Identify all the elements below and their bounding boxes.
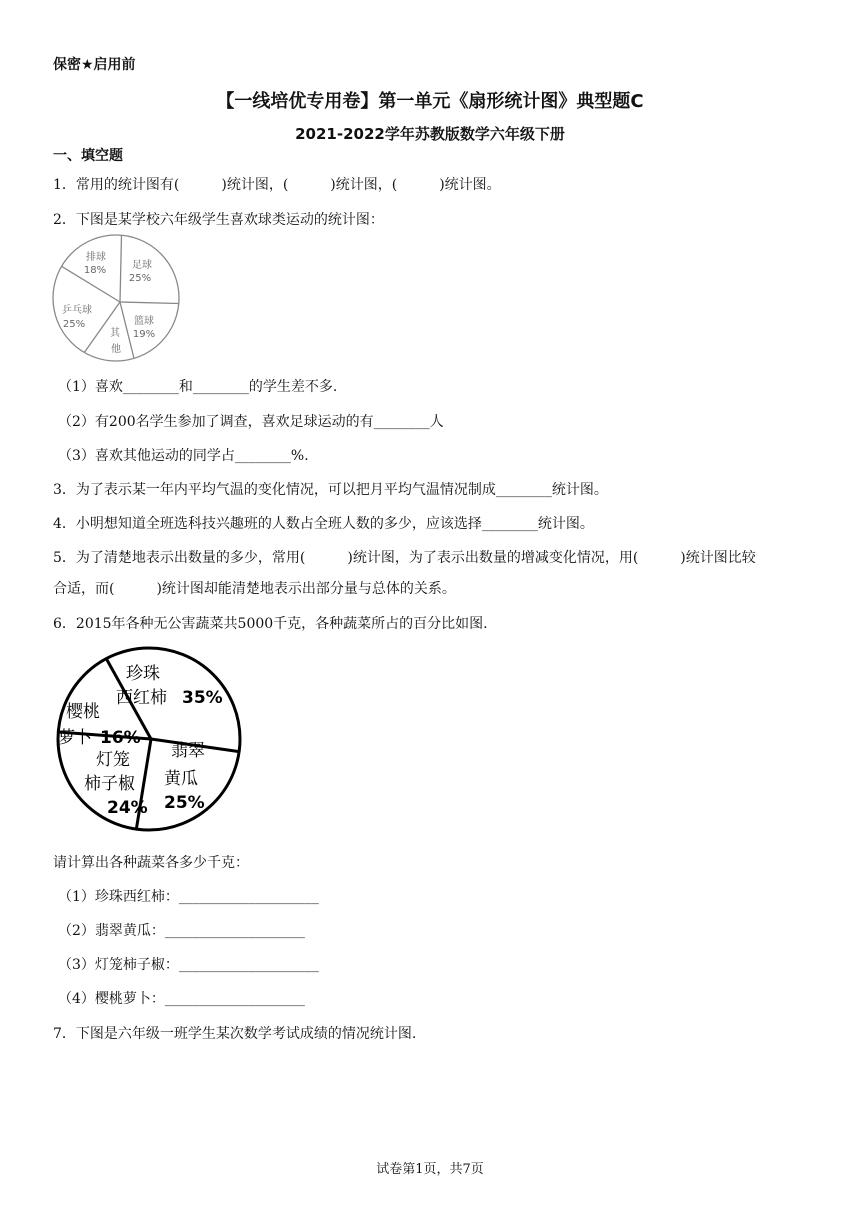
pie2-label-yingtao: 樱桃 bbox=[66, 702, 100, 722]
sports-pie-chart bbox=[50, 232, 185, 367]
vegetable-pie-chart bbox=[54, 645, 244, 835]
pie2-pct-denglong: 24% bbox=[107, 798, 148, 818]
page-title: 【一线培优专用卷】第一单元《扇形统计图》典型题C bbox=[216, 91, 644, 112]
question-6-4: （4）樱桃萝卜：____________________ bbox=[58, 991, 305, 1007]
page-footer: 试卷第1页，共7页 bbox=[376, 1162, 484, 1177]
pie1-label-pingpang: 乒乓球 bbox=[62, 305, 92, 316]
pie2-label-luobo: 萝卜 bbox=[58, 728, 92, 748]
pie1-pct-pingpang: 25% bbox=[62, 319, 86, 330]
pie1-pct-paiqiu: 18% bbox=[83, 265, 107, 276]
page-subtitle: 2021-2022学年苏教版数学六年级下册 bbox=[295, 125, 565, 143]
pie1-label-lanqiu: 篮球 bbox=[134, 316, 154, 327]
question-4: 4．小明想知道全班选科技兴趣班的人数占全班人数的多少，应该选择________统计图。 bbox=[53, 516, 594, 532]
pie1-pct-zuqiu: 25% bbox=[128, 273, 152, 284]
confidential-label: 保密★启用前 bbox=[53, 57, 136, 73]
pie2-label-zhenzhu: 珍珠 bbox=[126, 664, 160, 684]
pie2-label-denglong: 灯笼 bbox=[96, 750, 130, 770]
question-6-1: （1）珍珠西红柿：____________________ bbox=[58, 889, 319, 905]
pie2-label-feicui: 翡翠 bbox=[171, 741, 205, 761]
question-5-line-1: 5．为了清楚地表示出数量的多少，常用( )统计图，为了表示出数量的增减变化情况，用( )统计图比较 bbox=[53, 550, 756, 566]
pie1-label-qita-2: 他 bbox=[111, 344, 121, 355]
pie2-pct-yingtao: 16% bbox=[100, 728, 141, 748]
pie1-label-paiqiu: 排球 bbox=[86, 252, 106, 263]
question-6: 6．2015年各种无公害蔬菜共5000千克，各种蔬菜所占的百分比如图. bbox=[53, 616, 488, 632]
section-heading: 一、填空题 bbox=[53, 148, 123, 164]
question-6-prompt: 请计算出各种蔬菜各多少千克： bbox=[53, 855, 249, 871]
question-2: 2．下图是某学校六年级学生喜欢球类运动的统计图： bbox=[53, 212, 384, 228]
pie2-label-shizijiao: 柿子椒 bbox=[84, 774, 135, 794]
pie2-label-xihongshi: 西红柿 bbox=[116, 688, 167, 708]
pie2-label-huanggua: 黄瓜 bbox=[164, 769, 198, 789]
pie1-slice-boundary bbox=[120, 235, 121, 302]
question-6-3: （3）灯笼柿子椒：____________________ bbox=[58, 957, 319, 973]
pie1-pct-lanqiu: 19% bbox=[132, 329, 156, 340]
pie1-slice-boundary bbox=[120, 302, 179, 303]
question-1: 1．常用的统计图有( )统计图，( )统计图，( )统计图。 bbox=[53, 177, 501, 193]
pie2-pct-zhenzhu: 35% bbox=[182, 688, 223, 708]
pie1-label-zuqiu: 足球 bbox=[132, 260, 152, 271]
question-6-2: （2）翡翠黄瓜：____________________ bbox=[58, 923, 305, 939]
pie2-pct-feicui: 25% bbox=[164, 793, 205, 813]
sports-pie-outline bbox=[53, 235, 179, 361]
question-2-1: （1）喜欢________和________的学生差不多. bbox=[58, 379, 338, 395]
question-7: 7．下图是六年级一班学生某次数学考试成绩的情况统计图. bbox=[53, 1026, 417, 1042]
question-5-line-2: 合适，而( )统计图却能清楚地表示出部分量与总体的关系。 bbox=[53, 581, 456, 597]
pie1-label-qita: 其 bbox=[110, 328, 120, 339]
question-2-2: （2）有200名学生参加了调查，喜欢足球运动的有________人 bbox=[58, 414, 444, 430]
question-2-3: （3）喜欢其他运动的同学占________%. bbox=[58, 448, 309, 464]
question-3: 3．为了表示某一年内平均气温的变化情况，可以把月平均气温情况制成________统计图。 bbox=[53, 482, 608, 498]
